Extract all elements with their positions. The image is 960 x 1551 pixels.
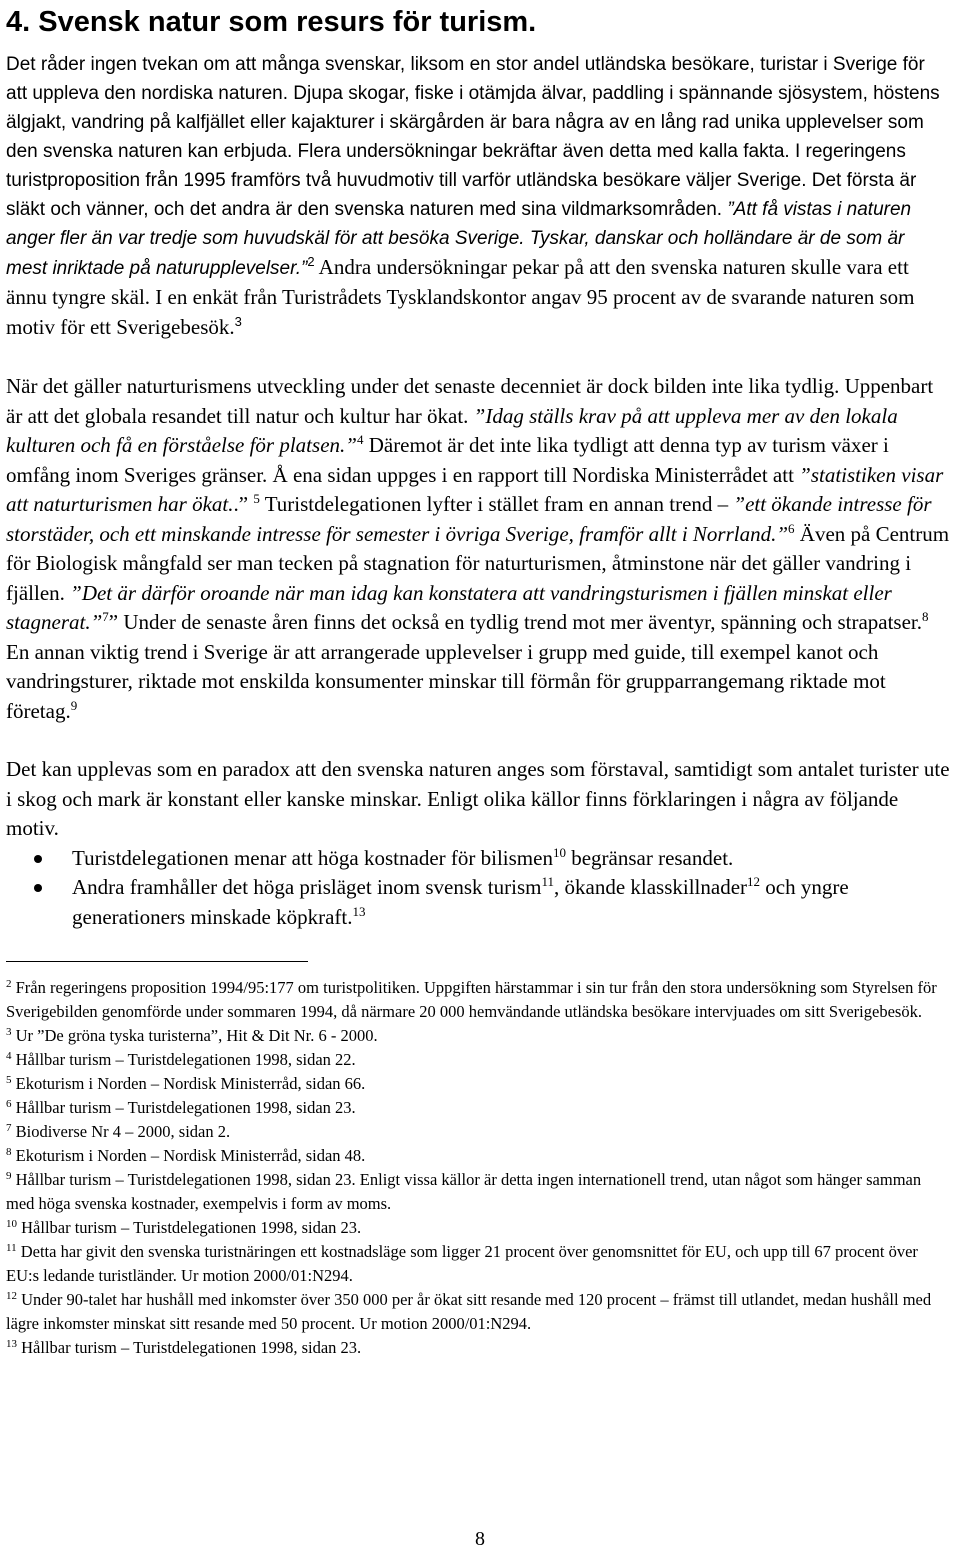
footnote-ref[interactable]: 7	[102, 609, 109, 624]
footnote-ref[interactable]: 9	[70, 697, 78, 713]
text: Även på Centrum för Biologisk mångfald ser man tecken på stagnation för naturturismen, åtminstone när det gäller vandring i fjällen.	[6, 521, 950, 605]
bullet-icon	[34, 884, 42, 892]
footnote	[6, 1216, 950, 1240]
footnote-ref[interactable]: 12	[747, 874, 761, 889]
footnote-text: Under 90-talet har hushåll med inkomster över 350 000 per år ökat sitt resande med 120 procent – främst till utlandet, medan hushåll med lägre inkomster minskat sitt resande med 50 procent. Ur motion 2000/01:N294.	[6, 1290, 932, 1333]
footnote	[6, 1048, 950, 1072]
footnote	[6, 1336, 950, 1360]
footnote	[6, 1144, 950, 1168]
quote: ”Att få vistas i naturen anger fler än var tredje som huvudskäl för att besöka Sverige. Tyskar, danskar och holländare är de som är mest inriktade på naturupplevelser.”	[6, 199, 912, 279]
footnote	[6, 1072, 950, 1096]
paragraph-paradox: Det kan upplevas som en paradox att den svenska naturen anges som förstaval, samtidigt som antalet turister ute i skog och mark är konstant eller kanske minskar. Enligt olika källor finns förklaringen i några av följande motiv.	[6, 757, 950, 840]
footnote	[6, 976, 950, 1024]
footnote-divider	[6, 961, 308, 962]
bullet-icon	[34, 855, 42, 863]
quote: ”Det är därför oroande när man idag kan konstatera att vandringsturismen i fjällen minskat eller stagnerat.”	[6, 580, 892, 634]
footnote-text: Hållbar turism – Turistdelegationen 1998, sidan 23.	[17, 1218, 362, 1237]
text: begränsar resandet.	[565, 845, 734, 870]
footnote-number: 6	[6, 1098, 12, 1110]
footnote-text: Ekoturism i Norden – Nordisk Ministerråd, sidan 48.	[11, 1146, 366, 1165]
footnote-number: 10	[6, 1218, 17, 1230]
text: .”	[233, 492, 254, 516]
footnote-text: Detta har givit den svenska turistnäringen ett kostnadsläge som ligger 21 procent över genomsnittet för EU, och upp till 67 procent över EU:s ledande turistländer. Ur motion 2000/01:N294.	[6, 1242, 918, 1285]
footnote-number: 7	[6, 1122, 12, 1134]
footnote-ref[interactable]: 4	[356, 432, 364, 447]
text: När det gäller naturturismens utveckling under det senaste decenniet är dock bilden inte lika tydlig. Uppenbart är att det globala resandet till natur och kultur har ökat.	[6, 374, 934, 428]
text: Det råder ingen tvekan om att många svenskar, liksom en stor andel utländska besökare, turistar i Sverige för att uppleva den nordiska naturen. Djupa skogar, fiske i otämjda älvar, paddling i spännande sjösystem, höstens älgjakt, vandring på kalfjället eller kajakturer i skärgården är bara några av en lång rad unika upplevelser som den svenska naturen kan erbjuda. Flera undersökningar bekräftar även detta med kalla fakta. I regeringens turistproposition från 1995 framförs två huvudmotiv till varför utländska besökare väljer Sverige. Det första är släkt och vänner, och det andra är den svenska naturen med sina vildmarksområden.	[6, 54, 940, 220]
footnote-number: 5	[6, 1074, 12, 1086]
text: , ökande klasskillnader	[554, 875, 748, 899]
list-item	[6, 873, 950, 932]
quote: ”Idag ställs krav på att uppleva mer av den lokala kulturen och få en förståelse för platsen.”	[6, 403, 898, 457]
footnote	[6, 1096, 950, 1120]
footnote-number: 8	[6, 1146, 12, 1158]
list-item	[6, 844, 950, 874]
footnote-number: 3	[6, 1026, 12, 1038]
footnote-ref[interactable]: 6	[788, 520, 795, 536]
footnote	[6, 1120, 950, 1144]
footnote-ref[interactable]: 2	[307, 254, 315, 269]
footnote-ref[interactable]: 10	[552, 844, 566, 860]
footnote	[6, 1240, 950, 1288]
quote: ”statistiken visar att naturturismen har ökat.	[6, 462, 944, 516]
footnote-text: Hållbar turism – Turistdelegationen 1998, sidan 23.	[17, 1338, 362, 1357]
footnote-ref[interactable]: 5	[253, 491, 260, 506]
footnote-ref[interactable]: 8	[922, 609, 929, 624]
text: Andra undersökningar pekar på att den svenska naturen skulle vara ett ännu tyngre skäl. I en enkät från Turistrådets Tysklandskontor angav 95 procent av de svarande naturen som motiv för ett Sverigebesök.	[6, 255, 915, 339]
footnote-text: Från regeringens proposition 1994/95:177 om turistpolitiken. Uppgiften härstammar i sin tur från den stora undersökning som Styrelsen för Sverigebilden genomförde under sommaren 1994, då närmare 20 000 hemvändande utländska besökare intervjuades om sitt Sverigebesök.	[6, 978, 937, 1021]
footnote-number: 2	[6, 978, 12, 990]
text: ” Under de senaste åren finns det också en tydlig trend mot mer äventyr, spänning och strapatser.	[108, 610, 923, 634]
reason-list	[6, 844, 950, 933]
text: Turistdelegationen lyfter i stället fram en annan trend –	[259, 492, 734, 516]
text: och yngre generationers minskade köpkraft.	[72, 875, 849, 929]
page-number: 8	[475, 1528, 485, 1550]
footnote-ref[interactable]: 3	[234, 314, 242, 329]
footnote-text: Ur ”De gröna tyska turisterna”, Hit & Dit Nr. 6 - 2000.	[11, 1026, 378, 1045]
footnote-text: Hållbar turism – Turistdelegationen 1998, sidan 23.	[11, 1098, 356, 1117]
footnote	[6, 1024, 950, 1048]
text: Däremot är det inte lika tydligt att denna typ av turism växer i omfång inom Sveriges gränser. Å ena sidan uppges i en rapport till Nordiska Ministerrådet att	[6, 433, 889, 487]
paragraph-intro	[6, 50, 950, 343]
paragraph-trends	[6, 372, 950, 726]
footnote-number: 12	[6, 1290, 17, 1302]
footnote	[6, 1288, 950, 1336]
footnote-ref[interactable]: 13	[352, 903, 366, 919]
footnote-number: 9	[6, 1170, 12, 1182]
text: En annan viktig trend i Sverige är att arrangerade upplevelser i grupp med guide, till exempel kanot och vandringsturer, riktade mot enskilda konsumenter minskar till förmån för grupparrangemang riktade mot företag.	[6, 639, 886, 723]
footnote-ref[interactable]: 11	[541, 874, 554, 889]
footnotes	[6, 976, 950, 1360]
section-heading: 4. Svensk natur som resurs för turism.	[6, 6, 537, 38]
text: Turistdelegationen menar att höga kostnader för bilismen	[72, 845, 553, 870]
quote: ”ett ökande intresse för storstäder, och ett minskande intresse för semester i övriga Sverige, framför allt i Norrland.”	[6, 492, 932, 546]
footnote-text: Hållbar turism – Turistdelegationen 1998, sidan 23. Enligt vissa källor är detta ingen internationell trend, utan något som hänger samman med höga svenska kostnader, exempelvis i form av moms.	[6, 1170, 922, 1213]
text: Andra framhåller det höga prisläget inom svensk turism	[72, 875, 542, 899]
footnote-number: 4	[6, 1050, 12, 1062]
footnote-number: 11	[6, 1242, 17, 1254]
footnote-text: Biodiverse Nr 4 – 2000, sidan 2.	[11, 1122, 231, 1141]
footnote	[6, 1168, 950, 1216]
document-page	[6, 0, 950, 1360]
footnote-text: Hållbar turism – Turistdelegationen 1998, sidan 22.	[11, 1050, 356, 1069]
footnote-text: Ekoturism i Norden – Nordisk Ministerråd, sidan 66.	[11, 1074, 366, 1093]
footnote-number: 13	[6, 1338, 17, 1350]
